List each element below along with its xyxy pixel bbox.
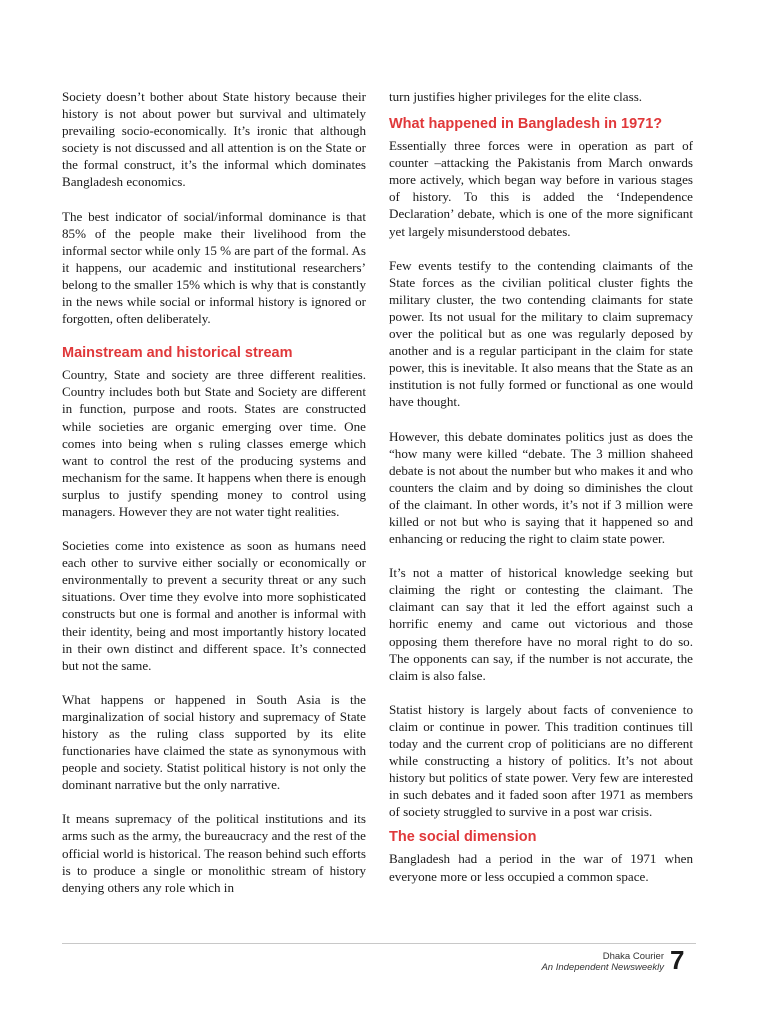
article-paragraph: However, this debate dominates politics just as does the “how many were killed “debate. The 3 million shaheed debate is not about the number but who makes it and who counters the claim and by doing so diminishes the clout of the claimant. In other words, it’s not if 3 million were killed or not but who is saying that it happened so and enhancing or reducing the right to claim state power. xyxy=(389,428,693,547)
article-paragraph: Societies come into existence as soon as humans need each other to survive either socially or economically or environmentally to prevent a security threat or any such situations. Over time they evolve into more sophisticated constructs but one is formal and another is informal with their identity, being and most importantly history located in their own distinct and different space. It’s connected but not the same. xyxy=(62,538,366,673)
left-column xyxy=(62,88,366,896)
article-paragraph: Bangladesh had a period in the war of 1971 when everyone more or less occupied a common space. xyxy=(389,851,693,884)
footer-masthead xyxy=(541,951,664,973)
article-paragraph: turn justifies higher privileges for the elite class. xyxy=(389,89,643,104)
publication-name: Dhaka Courier xyxy=(602,951,664,962)
article-paragraph: Few events testify to the contending claimants of the State forces as the civilian political cluster fights the military cluster, the two contending claimants for state power. Its not usual for the military to claim supremacy over the political but as one was regularly deposed by another and is a regular participant in the claim for state power, this is inevitable. It also means that the State as an institution is not fully formed or functional as one would have thought. xyxy=(389,257,693,410)
article-paragraph: Statist history is largely about facts of convenience to claim or continue in power. This tradition continues till today and the current crop of politicians are no different while constructing a history of politics. It’s not about history but politics of state power. Very few are interested in such debates and it faded soon after 1971 as members of society struggled to survive in a post war crisis. xyxy=(389,701,693,820)
article-paragraph: Country, State and society are three different realities. Country includes both but State and Society are different in function, purpose and roots. States are constructed while societies are organic emerging over time. One comes into being when s ruling classes emerge which want to control the rest of the producing systems and mechanism for the same. It happens when there is enough surplus to justify spending money to control using managers. However they are not water tight realities. xyxy=(62,367,366,519)
footer-divider xyxy=(62,943,696,944)
article-paragraph: It means supremacy of the political institutions and its arms such as the army, the bureaucracy and the rest of the official world is historical. The reason behind such efforts is to produce a single or monolithic stream of history denying others any role which in xyxy=(62,811,366,895)
article-paragraph: Society doesn’t bother about State history because their history is not about power but survival and ultimately prevailing socio-economically. It’s ironic that although society is not discussed and all attention is on the State or the formal construct, it’s the informal which dominates Bangladesh economics. xyxy=(62,89,366,190)
article-paragraph: It’s not a matter of historical knowledge seeking but claiming the right or contesting the claimant. The claimant can say that it led the effort against such a horrific enemy and came out victorious and those opposing them therefore have no moral right to do so. The opponents can say, if the number is not accurate, the claim is also false. xyxy=(389,565,693,683)
article-paragraph: Essentially three forces were in operation as part of counter –attacking the Pakistanis from March onwards more actively, which began way before in various stages of history. To this is added the ‘Independence Declaration’ debate, which is one of the more significant yet largely misunderstood debates. xyxy=(389,138,693,239)
article-paragraph: What happens or happened in South Asia is the marginalization of social history and supremacy of State history as the ruling class supported by its elite functionaries have claimed the state as synonymous with people and society. Statist political history is not only the dominant narrative but the only narrative. xyxy=(62,691,366,793)
section-heading: What happened in Bangladesh in 1971? xyxy=(389,116,663,133)
right-column xyxy=(389,88,693,885)
publication-tagline: An Independent Newsweekly xyxy=(541,962,664,973)
article-paragraph: The best indicator of social/informal dominance is that 85% of the people make their livelihood from the informal sector while only 15 % are part of the formal. As it happens, our academic and institutional researchers’ belong to the smaller 15% which is why that is constantly in the news while social or informal history is ignored or forgotten, often deliberately. xyxy=(62,208,366,327)
section-heading: The social dimension xyxy=(389,829,537,846)
section-heading: Mainstream and historical stream xyxy=(62,345,293,362)
page-number: 7 xyxy=(670,945,685,975)
